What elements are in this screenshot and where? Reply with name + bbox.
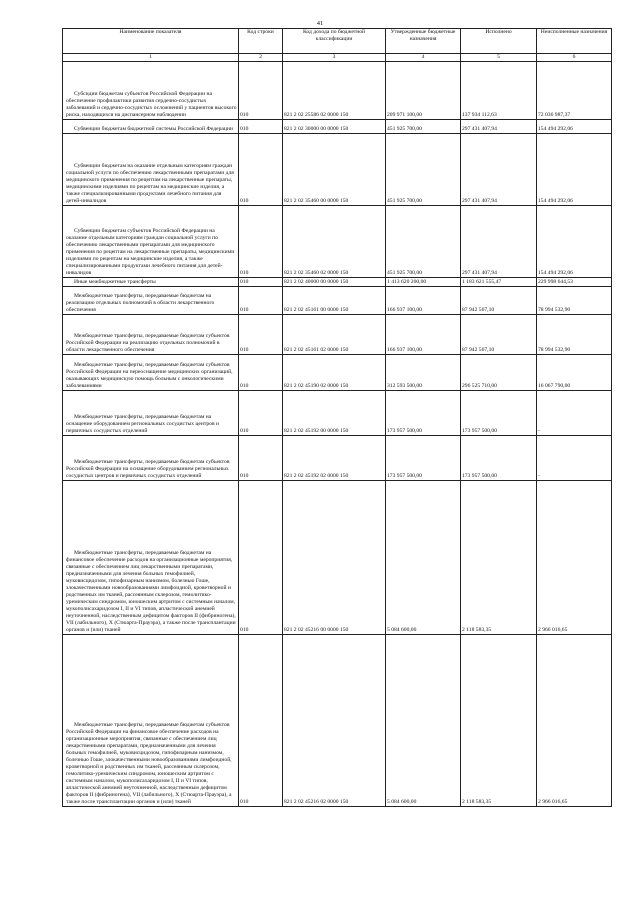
- row-executed-amount: 297 431 407,94: [461, 120, 537, 134]
- row-income-code: 821 2 02 45161 02 0000 150: [283, 315, 386, 355]
- table-row: [63, 315, 612, 355]
- table-row: [63, 481, 612, 635]
- indicator-text: Межбюджетные трансферты, передаваемые бюджетам на реализацию отдельных полномочий в области лекарственного обеспечения: [66, 293, 215, 313]
- indicator-text: Межбюджетные трансферты, передаваемые бюджетам субъектов Российской Федерации на реализацию отдельных полномочий в области лекарственного обеспечения: [66, 333, 230, 353]
- row-indicator-name: [63, 436, 239, 481]
- row-unexecuted-amount: 78 994 532,90: [537, 287, 612, 315]
- indicator-text: Субвенции бюджетам на оказание отдельным категориям граждан социальной услуги по обеспечению лекарственными препаратами для медицинского применения по рецептам на лекарственные препараты, медицинскими изделиями по рецептам на медицинские изделия, а также специализированными продуктами лечебного питания для детей-инвалидов: [66, 163, 234, 204]
- header-approved: Утвержденные бюджетные назначения: [386, 29, 461, 54]
- table-row: [63, 287, 612, 315]
- row-executed-amount: 297 431 407,94: [461, 134, 537, 206]
- row-income-code: 821 2 02 40000 00 0000 150: [283, 278, 386, 287]
- row-income-code: 821 2 02 45161 00 0000 150: [283, 287, 386, 315]
- row-line-code: 010: [239, 134, 283, 206]
- page-number: 41: [316, 20, 324, 27]
- header-income-code: Код дохода по бюджетной классификации: [283, 29, 386, 54]
- row-indicator-name: [63, 120, 239, 134]
- row-income-code: 821 2 02 25586 02 0000 150: [283, 62, 386, 120]
- row-unexecuted-amount: -: [537, 436, 612, 481]
- header-row: [63, 29, 612, 54]
- row-indicator-name: [63, 287, 239, 315]
- row-line-code: 010: [239, 278, 283, 287]
- row-executed-amount: 2 118 583,35: [461, 481, 537, 635]
- budget-execution-table: [62, 28, 612, 807]
- indicator-text: Субвенции бюджетам бюджетной системы Российской Федерации: [74, 126, 233, 132]
- indicator-text: Субвенции бюджетам субъектов Российской Федерации на оказание отдельным категориям граждан социальной услуги по обеспечению лекарственными препаратами для медицинского применения по рецептам на лекарственные препараты, медицинскими изделиями по рецептам на медицинские изделия, а также специализированными продуктами лечебного питания для детей-инвалидов: [66, 228, 235, 276]
- header-executed: Исполнено: [461, 29, 537, 54]
- column-number: 5: [461, 54, 537, 62]
- row-unexecuted-amount: 154 494 292,06: [537, 120, 612, 134]
- row-line-code: 010: [239, 62, 283, 120]
- row-approved-amount: 451 925 700,00: [386, 120, 461, 134]
- row-unexecuted-amount: -: [537, 391, 612, 436]
- row-indicator-name: [63, 481, 239, 635]
- row-line-code: 010: [239, 206, 283, 278]
- row-unexecuted-amount: 154 494 292,06: [537, 206, 612, 278]
- column-number: 1: [63, 54, 239, 62]
- row-line-code: 010: [239, 635, 283, 807]
- row-indicator-name: [63, 134, 239, 206]
- row-approved-amount: 166 937 100,00: [386, 287, 461, 315]
- row-line-code: 010: [239, 287, 283, 315]
- indicator-text: Межбюджетные трансферты, передаваемые бюджетам на оснащение оборудованием региональных сосудистых центров и первичных сосудистых отделений: [66, 414, 220, 434]
- table-row: [63, 120, 612, 134]
- column-number-row: [63, 54, 612, 62]
- row-income-code: 821 2 02 45216 02 0000 150: [283, 635, 386, 807]
- row-indicator-name: [63, 355, 239, 391]
- table-row: [63, 436, 612, 481]
- row-line-code: 010: [239, 120, 283, 134]
- table-row: [63, 134, 612, 206]
- row-line-code: 010: [239, 481, 283, 635]
- row-indicator-name: [63, 62, 239, 120]
- row-executed-amount: 173 957 500,00: [461, 391, 537, 436]
- table-row: [63, 635, 612, 807]
- header-indicator-name: Наименование показателя: [63, 29, 239, 54]
- header-line-code: Код строки: [239, 29, 283, 54]
- row-unexecuted-amount: 229 998 644,53: [537, 278, 612, 287]
- row-indicator-name: [63, 206, 239, 278]
- table-row: [63, 278, 612, 287]
- row-executed-amount: 1 183 621 555,47: [461, 278, 537, 287]
- row-executed-amount: 87 942 567,10: [461, 287, 537, 315]
- indicator-text: Субсидии бюджетам субъектов Российской Федерации на обеспечение профилактики развития сердечно-сосудистых заболеваний и сердечно-сосудистых осложнений у пациентов высокого риска, находящихся на диспансерном наблюдении: [66, 91, 237, 118]
- table-row: [63, 391, 612, 436]
- row-income-code: 821 2 02 45216 00 0000 150: [283, 481, 386, 635]
- row-income-code: 821 2 02 30000 00 0000 150: [283, 120, 386, 134]
- table-row: [63, 206, 612, 278]
- row-line-code: 010: [239, 355, 283, 391]
- row-indicator-name: [63, 391, 239, 436]
- indicator-text: Межбюджетные трансферты, передаваемые бюджетам на финансовое обеспечение расходов на организационные мероприятия, связанные с обеспечением лиц лекарственными препаратами, предназначенными для лечения больных гемофилией, муковисцидозом, гипофизарным нанизмом, болезнью Гоше, злокачественными новообразованиями лимфоидной, кроветворной и родственных им тканей, рассеянным склерозом, гемолитико-уремическим синдромом, юношеским артритом с системным началом, мукополисахаридозом I, II и VI типов, апластической анемией неуточненной, наследственным дефицитом факторов II (фибриногена), VII (лабильного), X (Стюарта-Прауэра), а также после трансплантации органов и (или) тканей: [66, 550, 236, 633]
- row-indicator-name: [63, 278, 239, 287]
- row-approved-amount: 173 957 500,00: [386, 391, 461, 436]
- column-number: 3: [283, 54, 386, 62]
- column-number: 2: [239, 54, 283, 62]
- row-income-code: 821 2 02 45192 02 0000 150: [283, 436, 386, 481]
- row-approved-amount: 166 937 100,00: [386, 315, 461, 355]
- row-income-code: 821 2 02 45190 02 0000 150: [283, 355, 386, 391]
- row-unexecuted-amount: 2 966 016,65: [537, 635, 612, 807]
- row-executed-amount: 173 957 500,00: [461, 436, 537, 481]
- row-executed-amount: 87 942 567,10: [461, 315, 537, 355]
- row-indicator-name: [63, 315, 239, 355]
- row-approved-amount: 451 925 700,00: [386, 206, 461, 278]
- row-approved-amount: 5 084 600,00: [386, 635, 461, 807]
- row-unexecuted-amount: 78 994 532,90: [537, 315, 612, 355]
- row-unexecuted-amount: 2 966 016,65: [537, 481, 612, 635]
- row-approved-amount: 173 957 500,00: [386, 436, 461, 481]
- row-executed-amount: 2 118 583,35: [461, 635, 537, 807]
- row-indicator-name: [63, 635, 239, 807]
- row-approved-amount: 312 593 500,00: [386, 355, 461, 391]
- indicator-text: Межбюджетные трансферты, передаваемые бюджетам субъектов Российской Федерации на оснащение оборудованием региональных сосудистых центров и первичных сосудистых отделений: [66, 459, 230, 479]
- row-income-code: 821 2 02 35460 00 0000 150: [283, 134, 386, 206]
- indicator-text: Межбюджетные трансферты, передаваемые бюджетам субъектов Российской Федерации на финансовое обеспечение расходов на организационные мероприятия, связанные с обеспечением лиц лекарственными препаратами, предназначенными для лечения больных гемофилией, муковисцидозом, гипофизарным нанизмом, болезнью Гоше, злокачественными новообразованиями лимфоидной, кроветворной и родственных им тканей, рассеянным склерозом, гемолитико-уремическим синдромом, юношеским артритом с системным началом, мукополисахаридозом I, II и VI типов, апластической анемией неуточненной, наследственным дефицитом факторов II (фибриногена), VII (лабильного), X (Стюарта-Прауэра), а также после трансплантации органов и (или) тканей: [66, 722, 232, 805]
- row-approved-amount: 5 084 600,00: [386, 481, 461, 635]
- row-unexecuted-amount: 72 036 987,37: [537, 62, 612, 120]
- indicator-text: Межбюджетные трансферты, передаваемые бюджетам субъектов Российской Федерации на переоснащение медицинских организаций, оказывающих медицинскую помощь больным с онкологическими заболеваниями: [66, 362, 233, 389]
- header-unexecuted: Неисполненные назначения: [537, 29, 612, 54]
- row-approved-amount: 209 971 100,00: [386, 62, 461, 120]
- indicator-text: Иные межбюджетные трансферты: [74, 279, 156, 285]
- row-approved-amount: 451 925 700,00: [386, 134, 461, 206]
- table-row: [63, 355, 612, 391]
- column-number: 6: [537, 54, 612, 62]
- row-executed-amount: 137 934 112,63: [461, 62, 537, 120]
- row-line-code: 010: [239, 391, 283, 436]
- row-income-code: 821 2 02 35460 02 0000 150: [283, 206, 386, 278]
- row-executed-amount: 296 525 710,00: [461, 355, 537, 391]
- row-line-code: 010: [239, 436, 283, 481]
- row-line-code: 010: [239, 315, 283, 355]
- table-row: [63, 62, 612, 120]
- row-unexecuted-amount: 154 494 292,06: [537, 134, 612, 206]
- row-executed-amount: 297 431 407,94: [461, 206, 537, 278]
- row-unexecuted-amount: 16 067 790,00: [537, 355, 612, 391]
- row-approved-amount: 1 413 620 200,00: [386, 278, 461, 287]
- row-income-code: 821 2 02 45192 00 0000 150: [283, 391, 386, 436]
- column-number: 4: [386, 54, 461, 62]
